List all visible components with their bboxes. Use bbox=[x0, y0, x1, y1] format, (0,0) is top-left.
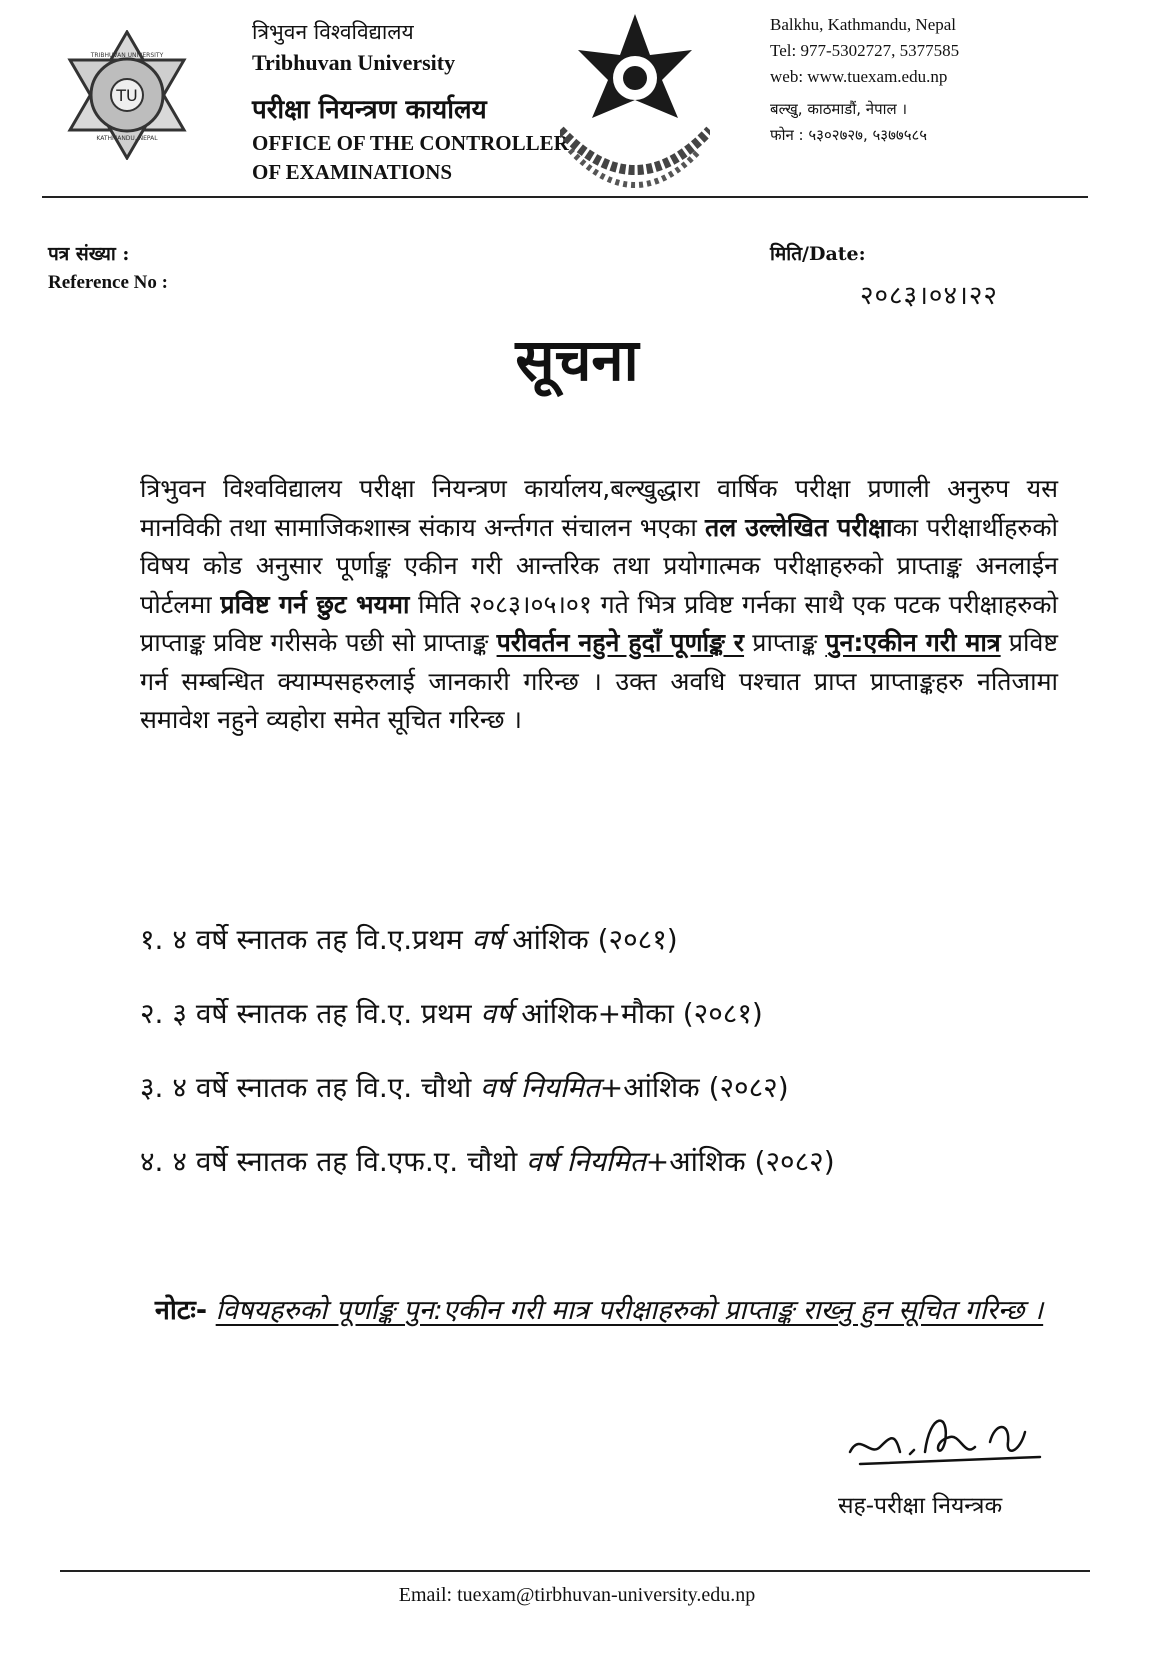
website-en: web: www.tuexam.edu.np bbox=[770, 67, 948, 86]
phone-np: फोन : ५३०२७२७, ५३७७५८५ bbox=[770, 126, 928, 144]
list-item: ३. ४ वर्षे स्नातक तह वि.ए. चौथो वर्ष नियमित+आंशिक (२०८२) bbox=[140, 1071, 789, 1104]
university-name: Tribhuvan University bbox=[252, 50, 456, 75]
tu-logo bbox=[62, 30, 192, 160]
notice-body bbox=[140, 470, 1058, 740]
nepal-star-seal bbox=[560, 10, 710, 210]
office-name-nepali: परीक्षा नियन्त्रण कार्यालय bbox=[252, 95, 487, 125]
footer-divider bbox=[60, 1570, 1090, 1572]
address-en: Balkhu, Kathmandu, Nepal bbox=[770, 15, 957, 34]
svg-text:TU: TU bbox=[116, 86, 138, 105]
note-text: विषयहरुको पूर्णाङ्क पुन:एकीन गरी मात्र परीक्षाहरुको प्राप्ताङ्क राख्नु हुन सूचित गरिन्छ । bbox=[215, 1295, 1044, 1326]
body-text: प्राप्ताङ्क bbox=[744, 628, 826, 657]
contact-block bbox=[770, 12, 959, 148]
svg-text:TRIBHUVAN UNIVERSITY: TRIBHUVAN UNIVERSITY bbox=[90, 52, 164, 59]
date-value: २०८३।०४।२२ bbox=[860, 281, 998, 311]
body-text: का परीक्षार्थीहरुको विषय कोड अनुसार पूर्णाङ्क एकीन गरी आन्तरिक तथा प्रयोगात्मक परीक्षाहरुको प्राप्ताङ्क अनलाईन पोर्टलमा bbox=[140, 512, 1058, 619]
header-divider bbox=[42, 196, 1088, 198]
handwritten-signature bbox=[840, 1402, 1050, 1472]
telephone-en: Tel: 977-5302727, 5377585 bbox=[770, 41, 960, 60]
body-text: मिति २०८३।०५।०१ गते भित्र प्रविष्ट गर्नका साथै एक पटक परीक्षाहरुको प्राप्ताङ्क प्रविष्ट गरीसके पछी सो प्राप्ताङ्क bbox=[140, 589, 1058, 657]
reference-label-en: Reference No : bbox=[48, 272, 168, 293]
body-bold: तल उल्लेखित परीक्षा bbox=[704, 512, 893, 542]
date-label: मिति/Date: bbox=[770, 243, 866, 265]
list-item: १. ४ वर्षे स्नातक तह वि.ए.प्रथम वर्ष आंशिक (२०८१) bbox=[140, 923, 678, 956]
office-name-line2: OF EXAMINATIONS bbox=[252, 160, 453, 184]
reference-label-np: पत्र संख्या : bbox=[48, 243, 130, 265]
notice-title: सूचना bbox=[515, 326, 639, 394]
body-bold-underlined: परीवर्तन नहुने हुदाँ पूर्णाङ्क र bbox=[496, 628, 745, 657]
list-item: २. ३ वर्षे स्नातक तह वि.ए. प्रथम वर्ष आंशिक+मौका (२०८१) bbox=[140, 997, 763, 1030]
signer-title: सह-परीक्षा नियन्त्रक bbox=[838, 1493, 1003, 1519]
list-item: ४. ४ वर्षे स्नातक तह वि.एफ.ए. चौथो वर्ष नियमित+आंशिक (२०८२) bbox=[140, 1145, 835, 1178]
university-name-nepali: त्रिभुवन विश्वविद्यालय bbox=[252, 20, 414, 44]
note-label: नोटः- bbox=[154, 1295, 208, 1326]
body-text: प्रविष्ट गर्न सम्बन्धित क्याम्पसहरुलाई जानकारी गरिन्छ । उक्त अवधि पश्चात प्राप्त प्राप्ताङ्कहरु नतिजामा समावेश नहुने व्यहोरा समेत सूचित गरिन्छ । bbox=[140, 628, 1059, 734]
body-text: त्रिभुवन विश्वविद्यालय परीक्षा नियन्त्रण कार्यालय,बल्खुद्धारा वार्षिक परीक्षा प्रणाली अनुरुप यस मानविकी तथा सामाजिकशास्त्र संकाय अर्न्तगत संचालन भएका bbox=[140, 474, 1058, 542]
address-np: बल्खु, काठमाडौं, नेपाल । bbox=[770, 100, 908, 118]
svg-text:KATHMANDU, NEPAL: KATHMANDU, NEPAL bbox=[96, 135, 158, 142]
footer-email: Email: tuexam@tirbhuvan-university.edu.np bbox=[398, 1584, 756, 1606]
office-name-line1: OFFICE OF THE CONTROLLER bbox=[252, 131, 569, 155]
body-bold-underlined: पुन:एकीन गरी मात्र bbox=[825, 628, 1001, 657]
body-bold: प्रविष्ट गर्न छुट भयमा bbox=[220, 589, 410, 619]
note-block bbox=[140, 1286, 1058, 1336]
